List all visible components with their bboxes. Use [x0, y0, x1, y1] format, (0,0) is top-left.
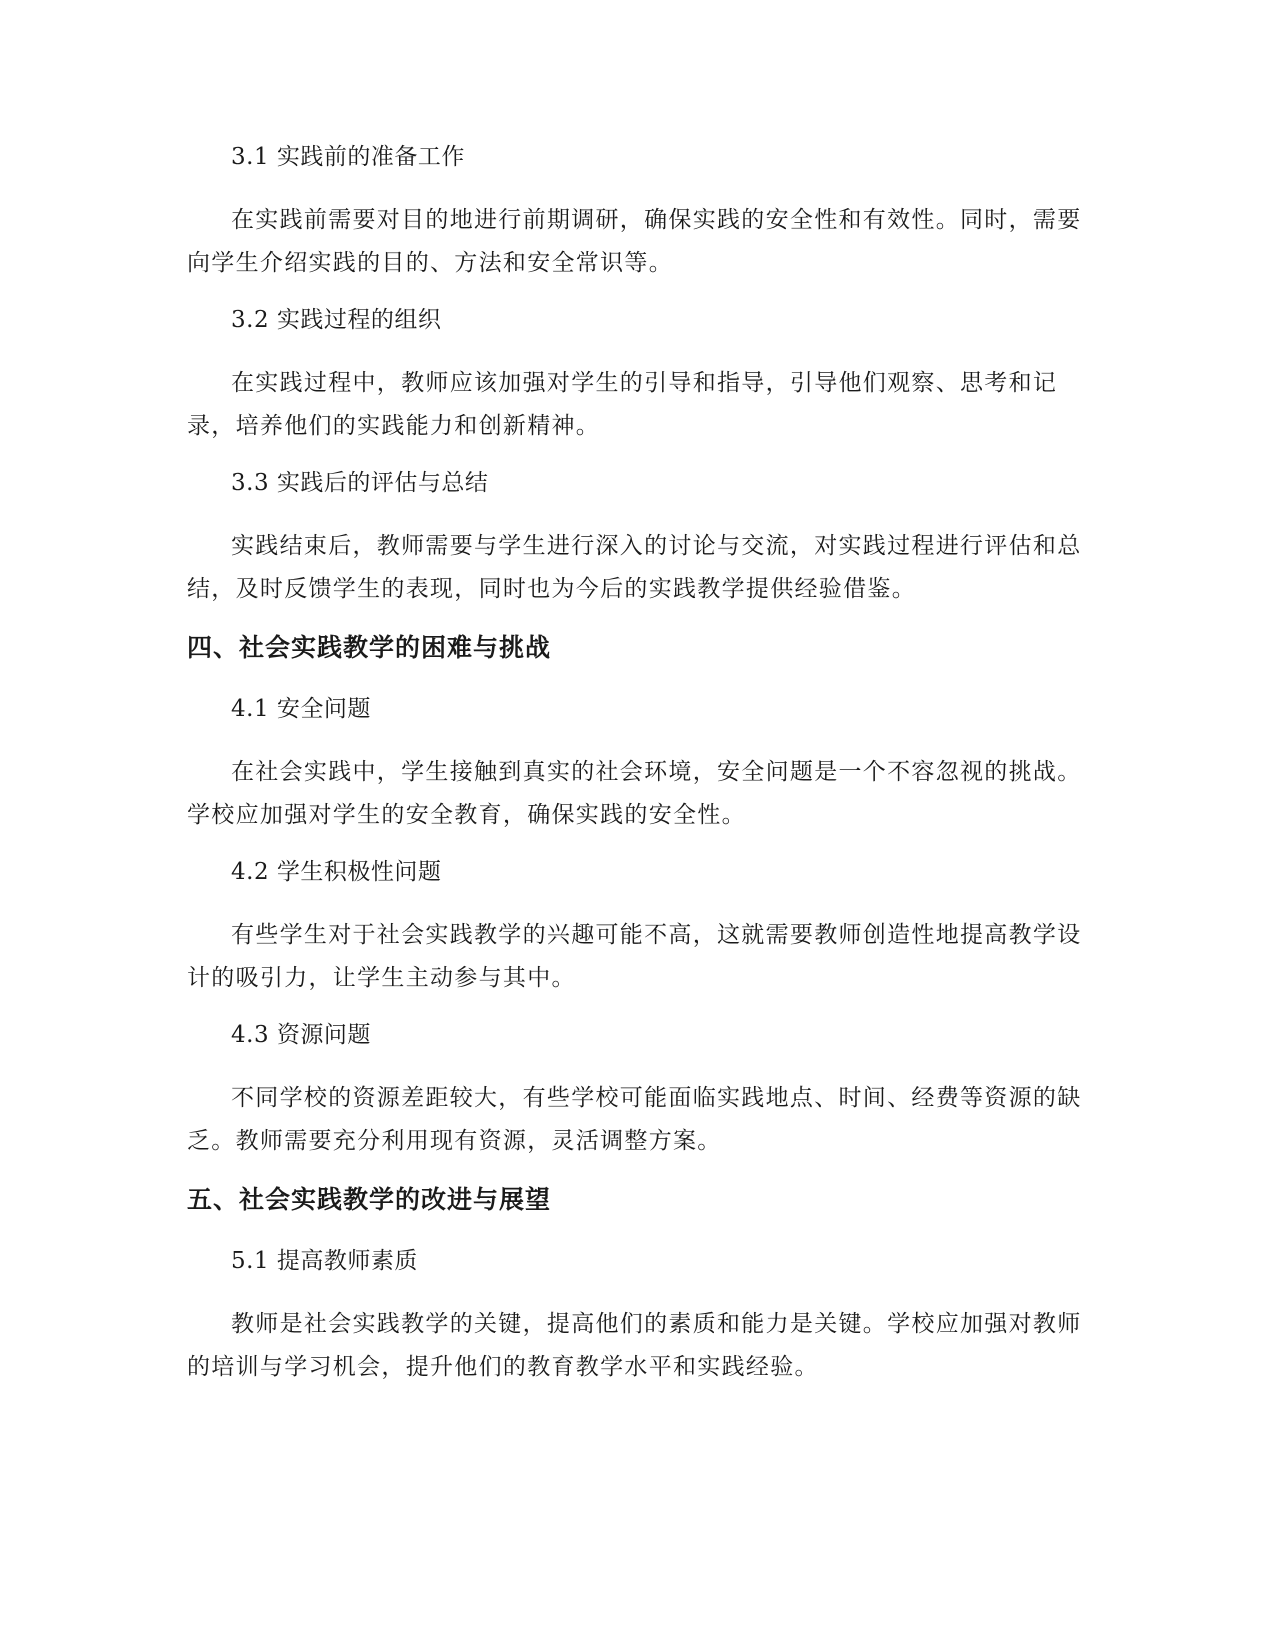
subheading-4-1: 4.1 安全问题 — [231, 696, 371, 722]
section-heading-4: 四、社会实践教学的困难与挑战 — [187, 633, 552, 662]
paragraph-5-1: 教师是社会实践教学的关键，提高他们的素质和能力是关键。学校应加强对教师的培训与学习机会，提升他们的教育教学水平和实践经验。 — [187, 1311, 1082, 1380]
paragraph-4-1: 在社会实践中，学生接触到真实的社会环境，安全问题是一个不容忽视的挑战。学校应加强对学生的安全教育，确保实践的安全性。 — [187, 759, 1082, 828]
section-heading-5: 五、社会实践教学的改进与展望 — [187, 1185, 552, 1214]
subheading-3-1: 3.1 实践前的准备工作 — [231, 144, 465, 170]
paragraph-3-2: 在实践过程中，教师应该加强对学生的引导和指导，引导他们观察、思考和记录，培养他们的实践能力和创新精神。 — [187, 370, 1058, 439]
subheading-4-3: 4.3 资源问题 — [231, 1022, 371, 1048]
subheading-3-3: 3.3 实践后的评估与总结 — [231, 470, 489, 496]
paragraph-3-3: 实践结束后，教师需要与学生进行深入的讨论与交流，对实践过程进行评估和总结，及时反馈学生的表现，同时也为今后的实践教学提供经验借鉴。 — [187, 533, 1082, 602]
paragraph-4-2: 有些学生对于社会实践教学的兴趣可能不高，这就需要教师创造性地提高教学设计的吸引力，让学生主动参与其中。 — [187, 922, 1082, 991]
subheading-3-2: 3.2 实践过程的组织 — [231, 307, 442, 333]
subheading-4-2: 4.2 学生积极性问题 — [231, 859, 442, 885]
subheading-5-1: 5.1 提高教师素质 — [231, 1248, 418, 1274]
paragraph-3-1: 在实践前需要对目的地进行前期调研，确保实践的安全性和有效性。同时，需要向学生介绍实践的目的、方法和安全常识等。 — [187, 207, 1082, 276]
paragraph-4-3: 不同学校的资源差距较大，有些学校可能面临实践地点、时间、经费等资源的缺乏。教师需要充分利用现有资源，灵活调整方案。 — [187, 1085, 1082, 1154]
document-body — [187, 140, 1092, 1407]
